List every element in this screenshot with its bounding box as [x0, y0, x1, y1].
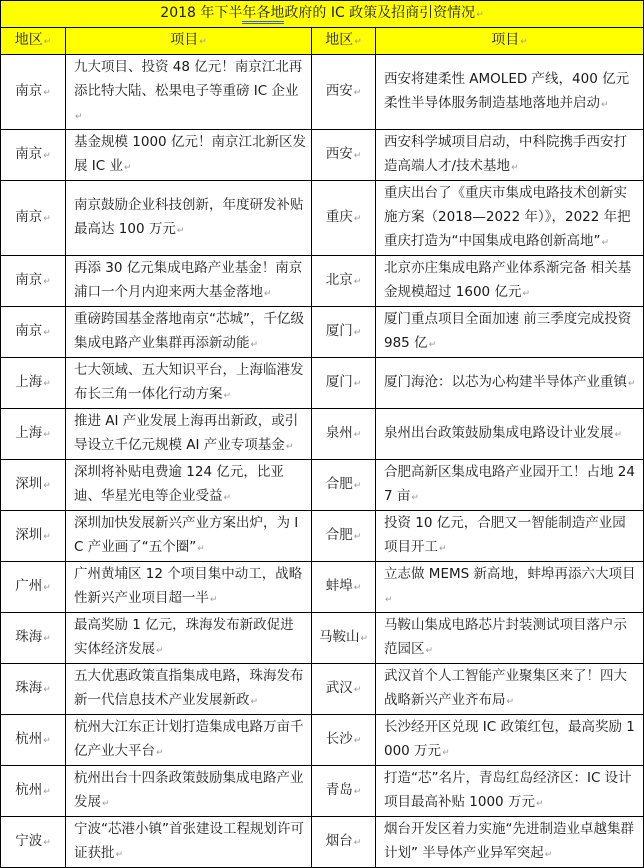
title-text-end: 政府的 IC 政策及招商引资情况: [284, 5, 476, 21]
paragraph-mark-icon: ↵: [353, 430, 362, 440]
region-name: 蚌埠: [325, 578, 353, 594]
paragraph-mark-icon: ↵: [385, 595, 393, 605]
right-region-cell: [312, 460, 376, 511]
item-text: 烟台开发区着力实施“先进制造业卓越集群计划” 半导体产业异军突起: [384, 821, 634, 861]
left-region-cell: [1, 409, 66, 460]
paragraph-mark-icon: ↵: [250, 340, 259, 350]
paragraph-mark-icon: ↵: [442, 748, 450, 758]
right-item-cell: [376, 562, 644, 613]
table-row: [1, 817, 644, 868]
paragraph-mark-icon: ↵: [156, 646, 164, 656]
right-region-cell: [312, 256, 376, 307]
table-row: [1, 409, 644, 460]
region-name: 厦门: [325, 323, 353, 339]
item-text: 重庆出台了《重庆市集成电路技术创新实施方案（2018—2022 年）》，2022 年把重庆打造为“中国集成电路创新高地”: [384, 185, 631, 249]
paragraph-mark-icon: ↵: [43, 736, 51, 746]
paragraph-mark-icon: ↵: [43, 532, 51, 542]
right-region-cell: [312, 55, 376, 130]
left-region-cell: [1, 511, 66, 562]
paragraph-mark-icon: ↵: [411, 493, 419, 503]
paragraph-mark-icon: ↵: [544, 850, 553, 860]
paragraph-mark-icon: ↵: [353, 151, 362, 161]
paragraph-mark-icon: ↵: [628, 379, 636, 389]
paragraph-mark-icon: ↵: [43, 277, 51, 287]
item-text: 西安科学城项目启动，中科院携手西安打造高端人才/技术基地: [384, 134, 627, 174]
item-text: 合肥高新区集成电路产业园开工！占地 247 亩: [384, 464, 635, 504]
right-item-cell: [376, 256, 644, 307]
paragraph-mark-icon: ↵: [353, 379, 362, 389]
paragraph-mark-icon: ↵: [425, 646, 434, 656]
item-text: 北京亦庄集成电路产业体系渐完备 相关基金规模超过 1600 亿元: [384, 260, 632, 300]
paragraph-mark-icon: ↵: [102, 799, 110, 809]
paragraph-mark-icon: ↵: [353, 481, 362, 491]
right-item-cell: [376, 715, 644, 766]
item-text: 投资 10 亿元，合肥又一智能制造产业园项目开工: [384, 515, 626, 555]
left-item-cell: [66, 181, 312, 256]
table-row: [1, 715, 644, 766]
right-item-cell: [376, 130, 644, 181]
left-region-cell: [1, 460, 66, 511]
item-text: 厦门海沧：以芯为心构建半导体产业重镇: [384, 374, 627, 390]
paragraph-mark-icon: ↵: [43, 583, 51, 593]
header-item-left: [66, 28, 312, 55]
region-name: 宁波: [15, 833, 43, 849]
left-item-cell: [66, 613, 312, 664]
table-title-row: [1, 1, 644, 28]
region-name: 上海: [15, 425, 43, 441]
right-region-cell: [312, 409, 376, 460]
header-label: 地区: [325, 32, 354, 48]
region-name: 南京: [15, 209, 43, 225]
right-item-cell: [376, 307, 644, 358]
region-name: 深圳: [15, 476, 43, 492]
header-item-right: [376, 28, 644, 55]
table-row: [1, 562, 644, 613]
region-name: 烟台: [325, 833, 353, 849]
paragraph-mark-icon: ↵: [75, 112, 83, 122]
left-item-cell: [66, 358, 312, 409]
paragraph-mark-icon: ↵: [506, 697, 515, 707]
region-name: 杭州: [15, 782, 43, 798]
left-item-cell: [66, 55, 312, 130]
paragraph-mark-icon: ↵: [197, 544, 205, 554]
region-name: 西安: [325, 146, 353, 162]
left-region-cell: [1, 766, 66, 817]
paragraph-mark-icon: ↵: [43, 430, 51, 440]
right-item-cell: [376, 817, 644, 868]
right-region-cell: [312, 664, 376, 715]
table-row: [1, 307, 644, 358]
paragraph-mark-icon: ↵: [601, 238, 610, 248]
item-text: 最高奖励 1 亿元，珠海发布新政促进实体经济发展: [74, 617, 294, 657]
paragraph-mark-icon: ↵: [354, 37, 362, 47]
header-label: 项目: [170, 32, 199, 48]
region-name: 青岛: [325, 782, 353, 798]
left-region-cell: [1, 55, 66, 130]
table-row: [1, 664, 644, 715]
item-text: 厦门重点项目全面加速 前三季度完成投资 985 亿: [384, 311, 632, 351]
item-text: 推进 AI 产业发展上海再出新政，或引导设立千亿元规模 AI 产业专项基金: [74, 413, 299, 453]
paragraph-mark-icon: ↵: [43, 37, 52, 47]
paragraph-mark-icon: ↵: [614, 430, 623, 440]
table-row: [1, 55, 644, 130]
paragraph-mark-icon: ↵: [353, 328, 362, 338]
item-text: 再添 30 亿元集成电路产业基金！南京浦口一个月内迎来两大基金落地: [74, 260, 303, 300]
right-region-cell: [312, 307, 376, 358]
item-text: 五大优惠政策直指集成电路，珠海发布新一代信息技术产业发展新政: [74, 668, 304, 708]
region-name: 厦门: [325, 374, 353, 390]
item-text: 重磅跨国基金落地南京“芯城”，千亿级集成电路产业集群再添新动能: [74, 311, 304, 351]
left-item-cell: [66, 130, 312, 181]
paragraph-mark-icon: ↵: [353, 787, 362, 797]
paragraph-mark-icon: ↵: [223, 391, 232, 401]
left-item-cell: [66, 256, 312, 307]
region-name: 重庆: [325, 209, 353, 225]
table-title: [1, 1, 644, 28]
region-name: 深圳: [15, 527, 43, 543]
region-name: 合肥: [325, 476, 353, 492]
paragraph-mark-icon: ↵: [520, 37, 528, 47]
left-region-cell: [1, 817, 66, 868]
region-name: 南京: [15, 83, 43, 99]
paragraph-mark-icon: ↵: [43, 328, 51, 338]
right-region-cell: [312, 130, 376, 181]
region-name: 广州: [15, 578, 43, 594]
paragraph-mark-icon: ↵: [43, 88, 51, 98]
paragraph-mark-icon: ↵: [353, 838, 362, 848]
header-label: 项目: [491, 32, 520, 48]
paragraph-mark-icon: ↵: [360, 634, 369, 644]
table-row: [1, 460, 644, 511]
paragraph-mark-icon: ↵: [176, 226, 185, 236]
region-name: 上海: [15, 374, 43, 390]
region-name: 珠海: [15, 629, 43, 645]
paragraph-mark-icon: ↵: [535, 799, 544, 809]
item-text: 深圳加快发展新兴产业方案出炉，为 IC 产业画了“五个圈”: [74, 515, 299, 555]
paragraph-mark-icon: ↵: [115, 850, 124, 860]
paragraph-mark-icon: ↵: [353, 88, 362, 98]
paragraph-mark-icon: ↵: [210, 595, 218, 605]
title-text-underlined: 年各地: [242, 5, 284, 24]
region-name: 马鞍山: [318, 629, 360, 645]
item-text: 西安将建柔性 AMOLED 产线，400 亿元柔性半导体服务制造基地落地并启动: [384, 71, 630, 111]
left-item-cell: [66, 511, 312, 562]
item-text: 深圳将补贴电费逾 124 亿元，比亚迪、华星光电等企业受益: [74, 464, 284, 504]
item-text: 南京鼓励企业科技创新，年度研发补贴最高达 100 万元: [74, 197, 304, 237]
paragraph-mark-icon: ↵: [511, 163, 519, 173]
paragraph-mark-icon: ↵: [223, 493, 232, 503]
left-region-cell: [1, 715, 66, 766]
table-row: [1, 181, 644, 256]
item-text: 马鞍山集成电路芯片封装测试项目落户示范园区: [384, 617, 627, 657]
paragraph-mark-icon: ↵: [353, 277, 362, 287]
item-text: 宁波“芯港小镇”首张建设工程规划许可证获批: [74, 821, 304, 861]
region-name: 合肥: [325, 527, 353, 543]
paragraph-mark-icon: ↵: [428, 340, 437, 350]
left-item-cell: [66, 817, 312, 868]
paragraph-mark-icon: ↵: [476, 10, 484, 20]
item-text: 立志做 MEMS 新高地，蚌埠再添六大项目: [384, 566, 636, 582]
region-name: 长沙: [325, 731, 353, 747]
item-text: 杭州大江东正计划打造集成电路万亩千亿产业大平台: [74, 719, 304, 759]
table-row: [1, 358, 644, 409]
paragraph-mark-icon: ↵: [156, 748, 164, 758]
right-region-cell: [312, 766, 376, 817]
region-name: 南京: [15, 146, 43, 162]
table-row: [1, 613, 644, 664]
left-item-cell: [66, 664, 312, 715]
right-region-cell: [312, 613, 376, 664]
paragraph-mark-icon: ↵: [43, 787, 51, 797]
table-row: [1, 256, 644, 307]
paragraph-mark-icon: ↵: [43, 838, 51, 848]
paragraph-mark-icon: ↵: [285, 442, 294, 452]
region-name: 珠海: [15, 680, 43, 696]
right-region-cell: [312, 181, 376, 256]
paragraph-mark-icon: ↵: [250, 697, 259, 707]
right-region-cell: [312, 562, 376, 613]
right-item-cell: [376, 511, 644, 562]
right-item-cell: [376, 613, 644, 664]
paragraph-mark-icon: ↵: [353, 583, 362, 593]
left-region-cell: [1, 181, 66, 256]
item-text: 武汉首个人工智能产业聚集区来了！四大战略新兴产业齐布局: [384, 668, 627, 708]
right-item-cell: [376, 181, 644, 256]
paragraph-mark-icon: ↵: [43, 379, 51, 389]
paragraph-mark-icon: ↵: [353, 736, 362, 746]
paragraph-mark-icon: ↵: [522, 289, 530, 299]
right-item-cell: [376, 358, 644, 409]
paragraph-mark-icon: ↵: [601, 100, 609, 110]
header-region-left: [1, 28, 66, 55]
paragraph-mark-icon: ↵: [43, 634, 51, 644]
right-item-cell: [376, 766, 644, 817]
left-region-cell: [1, 307, 66, 358]
item-text: 九大项目、投资 48 亿元！南京江北再添比特大陆、松果电子等重磅 IC 企业: [74, 59, 303, 99]
paragraph-mark-icon: ↵: [439, 544, 447, 554]
right-item-cell: [376, 409, 644, 460]
paragraph-mark-icon: ↵: [353, 214, 362, 224]
item-text: 杭州出台十四条政策鼓励集成电路产业发展: [74, 770, 304, 810]
left-region-cell: [1, 613, 66, 664]
item-text: 泉州出台政策鼓励集成电路设计业发展: [384, 425, 614, 441]
table-row: [1, 511, 644, 562]
region-name: 南京: [15, 323, 43, 339]
table-row: [1, 766, 644, 817]
right-region-cell: [312, 511, 376, 562]
paragraph-mark-icon: ↵: [43, 151, 51, 161]
paragraph-mark-icon: ↵: [124, 163, 132, 173]
right-item-cell: [376, 55, 644, 130]
table-header-row: [1, 28, 644, 55]
right-item-cell: [376, 664, 644, 715]
left-region-cell: [1, 358, 66, 409]
paragraph-mark-icon: ↵: [43, 214, 51, 224]
paragraph-mark-icon: ↵: [264, 289, 272, 299]
item-text: 基金规模 1000 亿元！南京江北新区发展 IC 业: [74, 134, 306, 174]
header-label: 地区: [14, 32, 43, 48]
paragraph-mark-icon: ↵: [43, 481, 51, 491]
item-text: 广州黄埔区 12 个项目集中动工，战略性新兴产业项目超一半: [74, 566, 303, 606]
region-name: 西安: [325, 83, 353, 99]
left-item-cell: [66, 409, 312, 460]
region-name: 泉州: [325, 425, 353, 441]
header-region-right: [312, 28, 376, 55]
left-region-cell: [1, 562, 66, 613]
left-region-cell: [1, 664, 66, 715]
left-item-cell: [66, 562, 312, 613]
item-text: 七大领域、五大知识平台，上海临港发布长三角一体化行动方案: [74, 362, 304, 402]
left-region-cell: [1, 256, 66, 307]
paragraph-mark-icon: ↵: [199, 37, 207, 47]
paragraph-mark-icon: ↵: [353, 685, 362, 695]
right-item-cell: [376, 460, 644, 511]
table-row: [1, 130, 644, 181]
region-name: 杭州: [15, 731, 43, 747]
region-name: 武汉: [325, 680, 353, 696]
right-region-cell: [312, 715, 376, 766]
right-region-cell: [312, 358, 376, 409]
item-text: 打造“芯”名片，青岛红岛经济区：IC 设计项目最高补贴 1000 万元: [384, 770, 632, 810]
left-item-cell: [66, 766, 312, 817]
item-text: 长沙经开区兑现 IC 政策红包，最高奖励 1000 万元: [384, 719, 635, 759]
paragraph-mark-icon: ↵: [353, 532, 362, 542]
left-item-cell: [66, 307, 312, 358]
left-item-cell: [66, 715, 312, 766]
region-name: 北京: [325, 272, 353, 288]
paragraph-mark-icon: ↵: [43, 685, 51, 695]
title-text-start: 2018 年下半: [160, 5, 243, 21]
left-item-cell: [66, 460, 312, 511]
region-name: 南京: [15, 272, 43, 288]
left-region-cell: [1, 130, 66, 181]
right-region-cell: [312, 817, 376, 868]
